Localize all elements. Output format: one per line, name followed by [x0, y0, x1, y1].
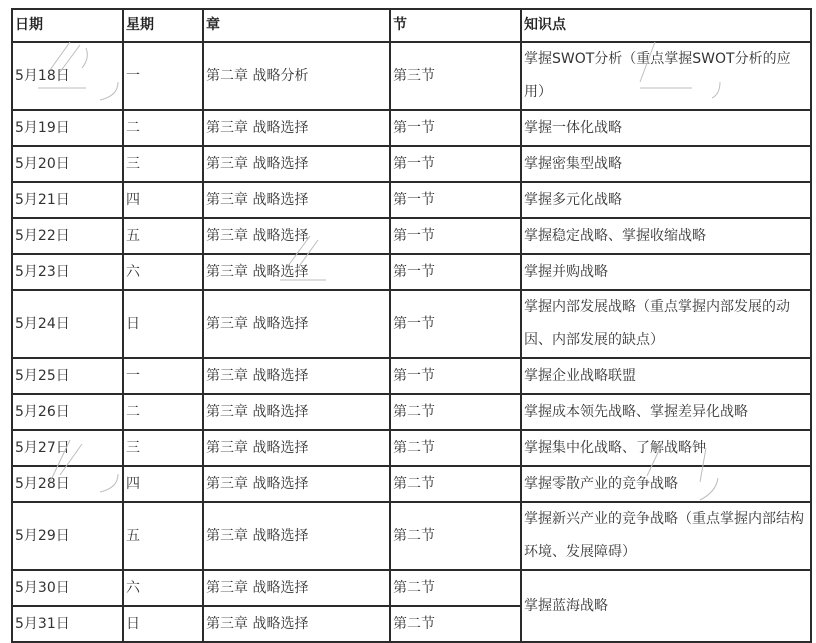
cell-chapter: 第二章 战略分析 [203, 42, 390, 110]
table-row [12, 570, 811, 606]
cell-chapter: 第三章 战略选择 [203, 394, 390, 430]
cell-date: 5月29日 [12, 502, 123, 570]
cell-weekday: 五 [123, 502, 203, 570]
cell-section: 第一节 [390, 290, 521, 358]
cell-topic: 掌握零散产业的竞争战略 [521, 466, 811, 502]
cell-date: 5月27日 [12, 430, 123, 466]
cell-date: 5月20日 [12, 146, 123, 182]
header-chapter: 章 [203, 9, 390, 42]
cell-section: 第二节 [390, 502, 521, 570]
cell-chapter: 第三章 战略选择 [203, 570, 390, 606]
cell-section: 第二节 [390, 606, 521, 642]
cell-chapter: 第三章 战略选择 [203, 146, 390, 182]
cell-weekday: 四 [123, 182, 203, 218]
cell-topic: 掌握并购战略 [521, 254, 811, 290]
cell-date: 5月23日 [12, 254, 123, 290]
cell-topic: 掌握企业战略联盟 [521, 358, 811, 394]
cell-topic: 掌握稳定战略、掌握收缩战略 [521, 218, 811, 254]
table-row [12, 182, 811, 218]
cell-section: 第二节 [390, 466, 521, 502]
cell-topic-merged: 掌握蓝海战略 [521, 570, 811, 642]
cell-section: 第二节 [390, 430, 521, 466]
cell-topic: 掌握一体化战略 [521, 110, 811, 146]
cell-chapter: 第三章 战略选择 [203, 218, 390, 254]
table-row [12, 466, 811, 502]
cell-chapter: 第三章 战略选择 [203, 466, 390, 502]
cell-topic: 掌握新兴产业的竞争战略（重点掌握内部结构环境、发展障碍） [521, 502, 811, 570]
cell-topic: 掌握多元化战略 [521, 182, 811, 218]
cell-chapter: 第三章 战略选择 [203, 606, 390, 642]
cell-date: 5月18日 [12, 42, 123, 110]
cell-date: 5月25日 [12, 358, 123, 394]
cell-chapter: 第三章 战略选择 [203, 502, 390, 570]
cell-weekday: 日 [123, 290, 203, 358]
cell-weekday: 日 [123, 606, 203, 642]
table-row [12, 146, 811, 182]
cell-section: 第二节 [390, 570, 521, 606]
table-row [12, 358, 811, 394]
cell-chapter: 第三章 战略选择 [203, 290, 390, 358]
cell-date: 5月26日 [12, 394, 123, 430]
cell-date: 5月28日 [12, 466, 123, 502]
header-topic: 知识点 [521, 9, 811, 42]
cell-section: 第一节 [390, 358, 521, 394]
cell-section: 第一节 [390, 254, 521, 290]
cell-weekday: 五 [123, 218, 203, 254]
cell-topic: 掌握密集型战略 [521, 146, 811, 182]
cell-section: 第一节 [390, 218, 521, 254]
cell-weekday: 一 [123, 42, 203, 110]
cell-weekday: 六 [123, 254, 203, 290]
cell-topic: 掌握集中化战略、了解战略钟 [521, 430, 811, 466]
table-row [12, 218, 811, 254]
cell-weekday: 二 [123, 110, 203, 146]
cell-section: 第二节 [390, 394, 521, 430]
cell-chapter: 第三章 战略选择 [203, 110, 390, 146]
table-row [12, 42, 811, 110]
table-row [12, 254, 811, 290]
cell-chapter: 第三章 战略选择 [203, 430, 390, 466]
table-row [12, 394, 811, 430]
cell-date: 5月24日 [12, 290, 123, 358]
cell-section: 第三节 [390, 42, 521, 110]
cell-topic: 掌握内部发展战略（重点掌握内部发展的动因、内部发展的缺点） [521, 290, 811, 358]
cell-weekday: 一 [123, 358, 203, 394]
header-row [12, 9, 811, 42]
table-row [12, 430, 811, 466]
cell-weekday: 三 [123, 146, 203, 182]
cell-chapter: 第三章 战略选择 [203, 254, 390, 290]
cell-weekday: 二 [123, 394, 203, 430]
cell-date: 5月19日 [12, 110, 123, 146]
cell-section: 第一节 [390, 182, 521, 218]
cell-weekday: 四 [123, 466, 203, 502]
cell-date: 5月21日 [12, 182, 123, 218]
header-date: 日期 [12, 9, 123, 42]
table-row [12, 502, 811, 570]
cell-chapter: 第三章 战略选择 [203, 182, 390, 218]
cell-section: 第一节 [390, 146, 521, 182]
cell-date: 5月30日 [12, 570, 123, 606]
cell-date: 5月22日 [12, 218, 123, 254]
cell-date: 5月31日 [12, 606, 123, 642]
cell-weekday: 六 [123, 570, 203, 606]
cell-topic: 掌握成本领先战略、掌握差异化战略 [521, 394, 811, 430]
table-row [12, 290, 811, 358]
header-weekday: 星期 [123, 9, 203, 42]
cell-topic: 掌握SWOT分析（重点掌握SWOT分析的应用） [521, 42, 811, 110]
header-section: 节 [390, 9, 521, 42]
cell-chapter: 第三章 战略选择 [203, 358, 390, 394]
cell-section: 第一节 [390, 110, 521, 146]
table-row [12, 110, 811, 146]
cell-weekday: 三 [123, 430, 203, 466]
study-schedule-table [11, 8, 812, 643]
